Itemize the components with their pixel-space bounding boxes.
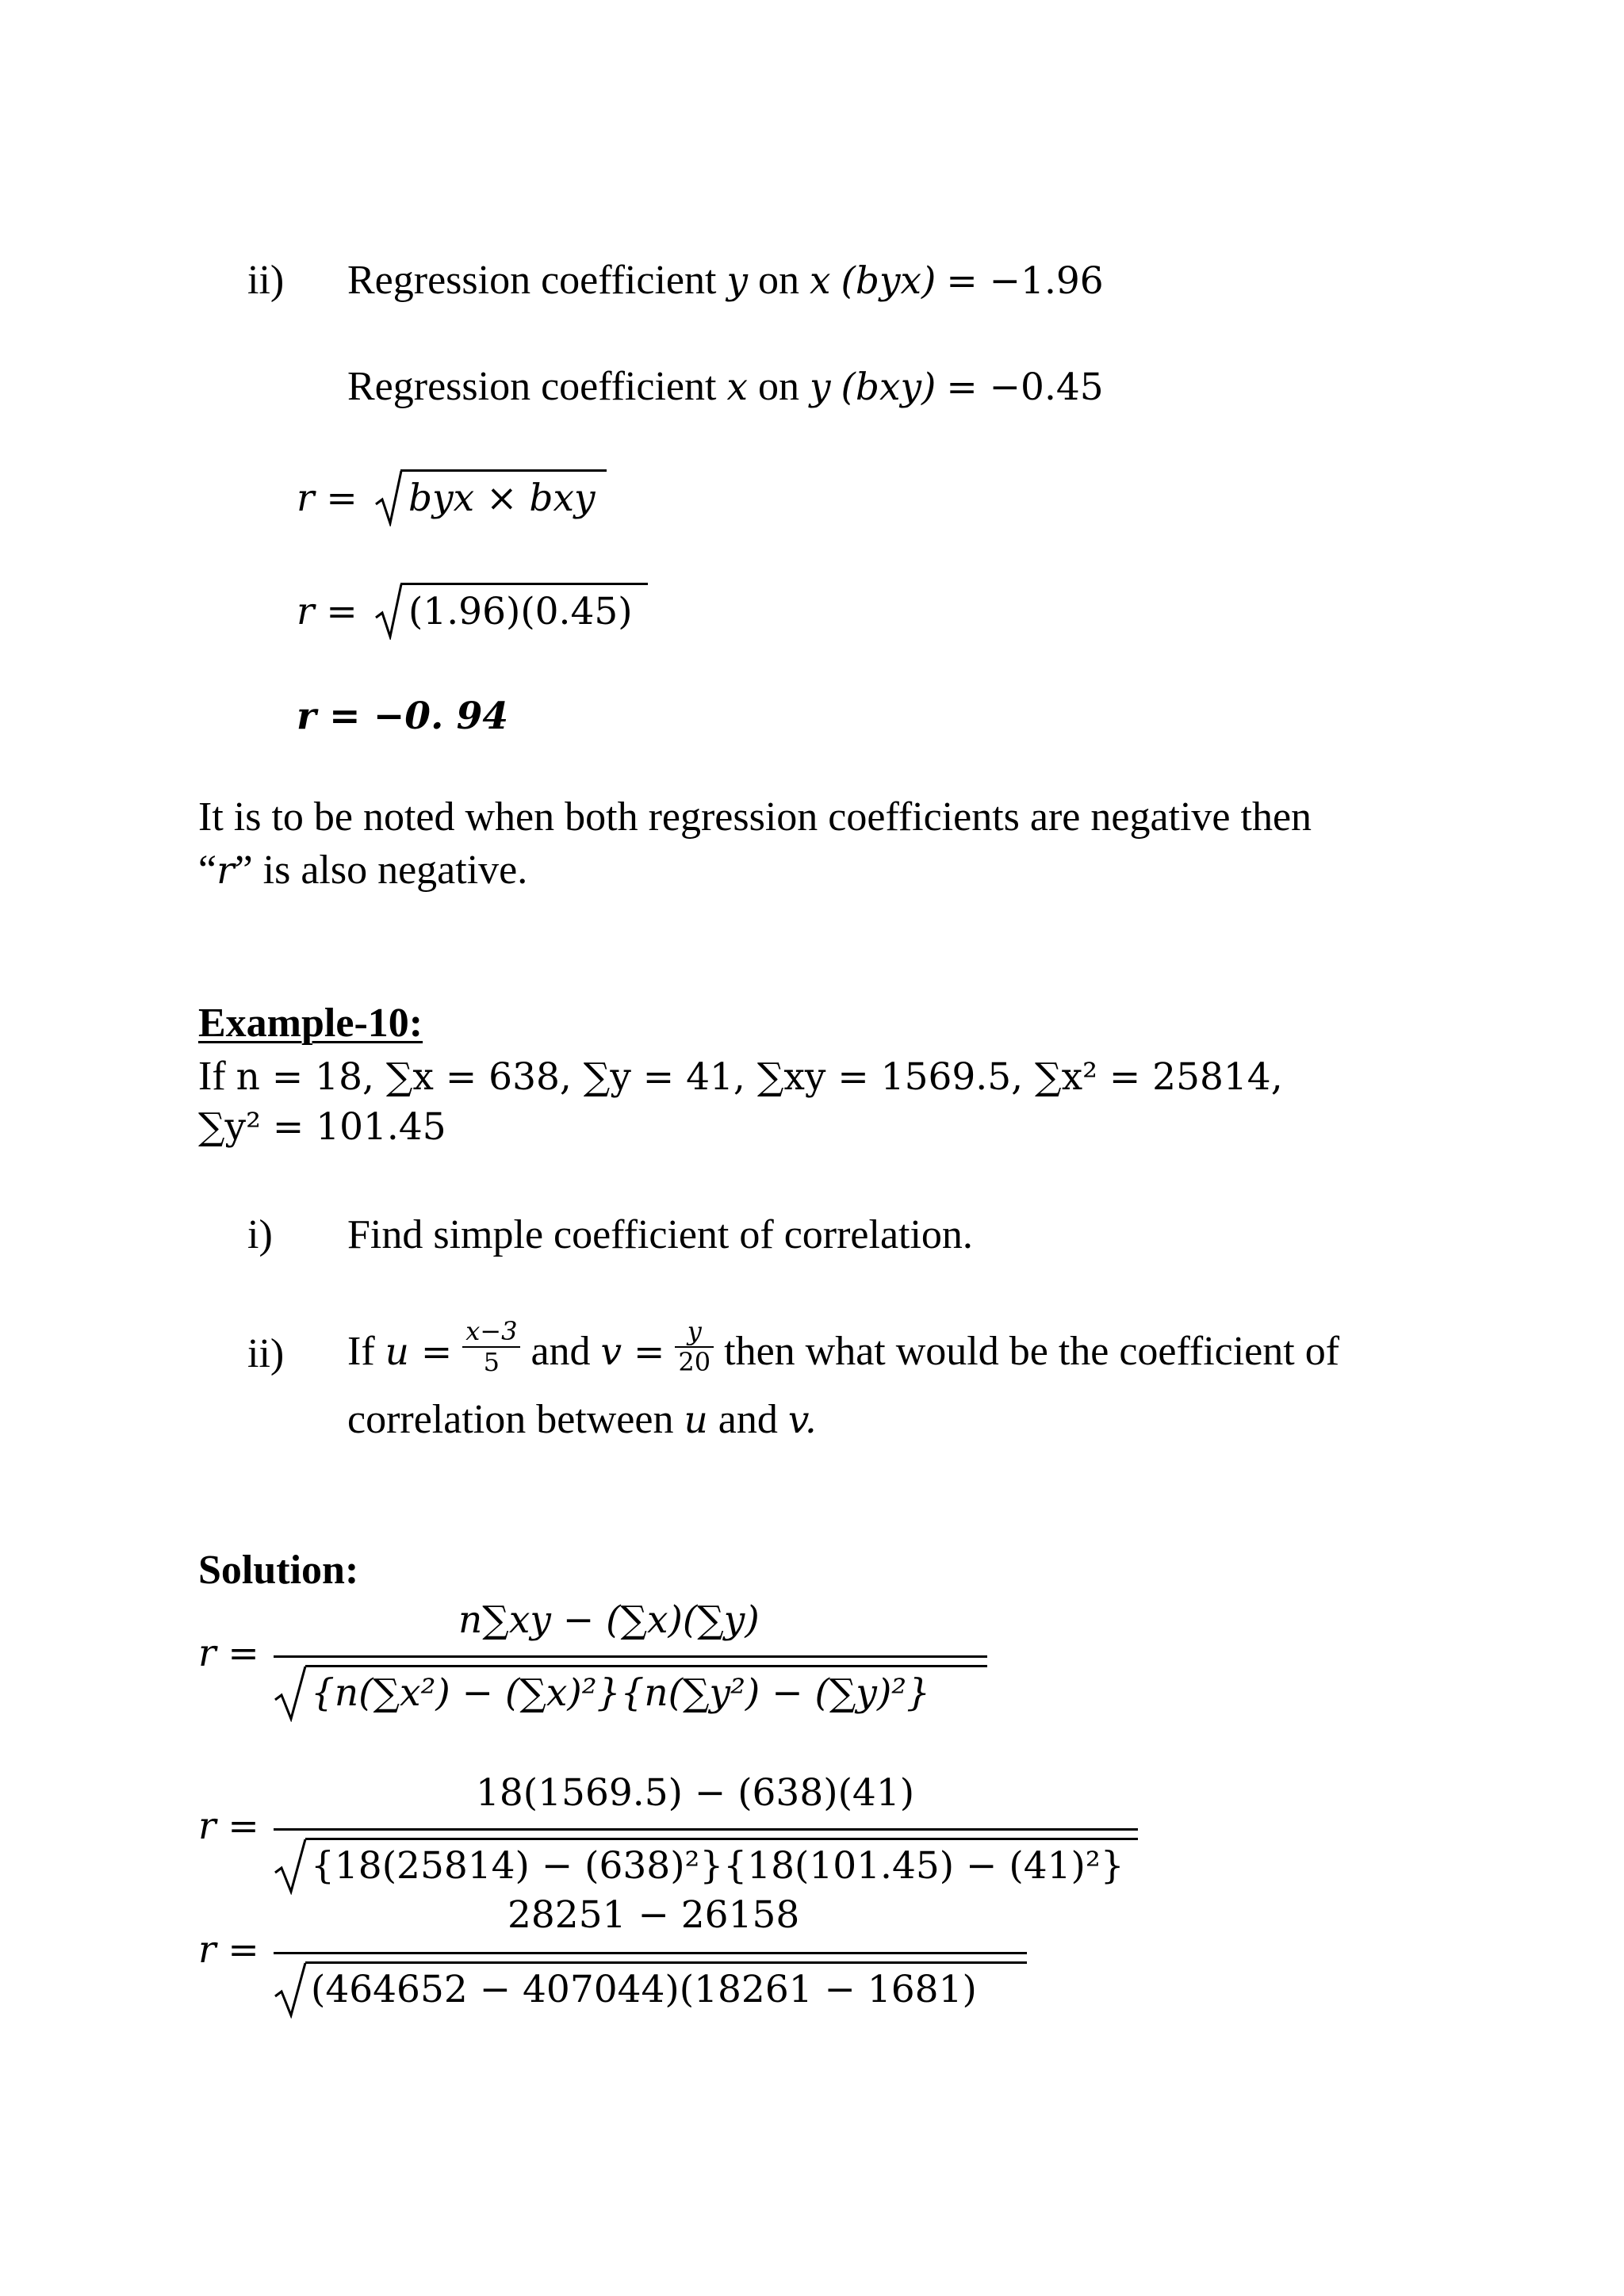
on-text: on	[758, 258, 799, 303]
v-eq: v =	[600, 1330, 665, 1374]
if-text: If	[347, 1329, 375, 1374]
quote-open: “	[198, 848, 217, 893]
given-line-2: ∑y² = 101.45	[198, 1105, 446, 1149]
r-result: r = −0. 94	[297, 695, 509, 738]
correlation-between-text: correlation between	[347, 1397, 674, 1442]
r-formula-lhs-2: r =	[297, 590, 358, 633]
question-1-text: Find simple coefficient of correlation.	[347, 1212, 973, 1257]
v-symbol: v.	[787, 1399, 817, 1442]
bxy-symbol: (bxy)	[841, 365, 936, 409]
on-text: on	[757, 364, 799, 409]
formula-1-numerator: n∑xy − (∑x)(∑y)	[458, 1598, 760, 1642]
byx-value: = −1.96	[946, 259, 1104, 303]
formula-2-numerator: 18(1569.5) − (638)(41)	[476, 1771, 915, 1815]
note-line-1: It is to be noted when both regression coefficients are negative then	[198, 794, 1312, 840]
r-formula-radicand: byx × bxy	[408, 476, 596, 520]
given-values-1: n = 18, ∑x = 638, ∑y = 41, ∑xy = 1569.5, ∑x² = 25814,	[236, 1055, 1283, 1099]
sqrt-symbol	[274, 1665, 307, 1722]
formula-2-lhs: r =	[198, 1804, 259, 1848]
u-numerator: x−3	[462, 1317, 520, 1348]
formula-3-denominator: (464652 − 407044)(18261 − 1681)	[311, 1968, 977, 2011]
sqrt-symbol	[374, 469, 403, 526]
regression-line-xy	[347, 366, 1104, 408]
question-2-line-1	[347, 1316, 1340, 1385]
sqrt-symbol	[274, 1961, 307, 2019]
question-2-label: ii)	[247, 1331, 285, 1376]
u-eq: u =	[385, 1330, 453, 1374]
solution-title: Solution:	[198, 1548, 359, 1593]
and-text: and	[718, 1397, 778, 1442]
question-1-label: i)	[247, 1212, 273, 1257]
regression-line-yx	[347, 260, 1104, 301]
formula-1-denominator: {n(∑x²) − (∑x)²}{n(∑y²) − (∑y)²}	[311, 1671, 931, 1715]
sqrt-overline	[400, 469, 607, 472]
var-x: x	[726, 365, 748, 409]
byx-symbol: (byx)	[841, 259, 936, 303]
regression-text: Regression coefficient	[347, 258, 717, 303]
formula-3-fraction-bar	[274, 1952, 1027, 1954]
sqrt-overline	[400, 583, 648, 585]
r-symbol: r	[216, 849, 235, 893]
bxy-value: = −0.45	[946, 365, 1104, 409]
sqrt-symbol	[374, 583, 403, 640]
formula-3-numerator: 28251 − 26158	[508, 1893, 800, 1937]
question-2-line-2	[347, 1399, 817, 1441]
v-denominator: 20	[678, 1347, 711, 1378]
example-title: Example-10:	[198, 1001, 423, 1046]
part-ii-label: ii)	[247, 258, 285, 303]
sqrt-overline	[305, 1961, 1027, 1964]
formula-2-denominator: {18(25814) − (638)²}{18(101.45) − (41)²}	[311, 1844, 1124, 1888]
given-line-1	[198, 1056, 1283, 1097]
note-rest: ” is also negative.	[234, 848, 528, 893]
formula-3-lhs: r =	[198, 1928, 259, 1972]
v-fraction	[675, 1317, 714, 1377]
formula-2-fraction-bar	[274, 1828, 1138, 1831]
u-denominator: 5	[483, 1347, 500, 1378]
r-formula-lhs: r =	[297, 476, 358, 520]
and-text: and	[530, 1329, 591, 1374]
question-2-rest: then what would be the coefficient of	[724, 1329, 1340, 1374]
formula-1-fraction-bar	[274, 1655, 987, 1658]
sqrt-overline	[305, 1838, 1138, 1840]
note-line-2	[198, 850, 527, 891]
u-symbol: u	[684, 1399, 708, 1442]
var-x: x	[810, 259, 831, 303]
r-formula-radicand-2: (1.96)(0.45)	[408, 590, 633, 633]
if-text: If	[198, 1054, 226, 1099]
var-y: y	[726, 259, 748, 303]
u-fraction	[462, 1317, 520, 1377]
sqrt-overline	[305, 1665, 987, 1667]
formula-1-lhs: r =	[198, 1632, 259, 1675]
v-numerator: y	[675, 1317, 714, 1348]
sqrt-symbol	[274, 1838, 307, 1895]
var-y: y	[809, 365, 831, 409]
regression-text: Regression coefficient	[347, 364, 717, 409]
